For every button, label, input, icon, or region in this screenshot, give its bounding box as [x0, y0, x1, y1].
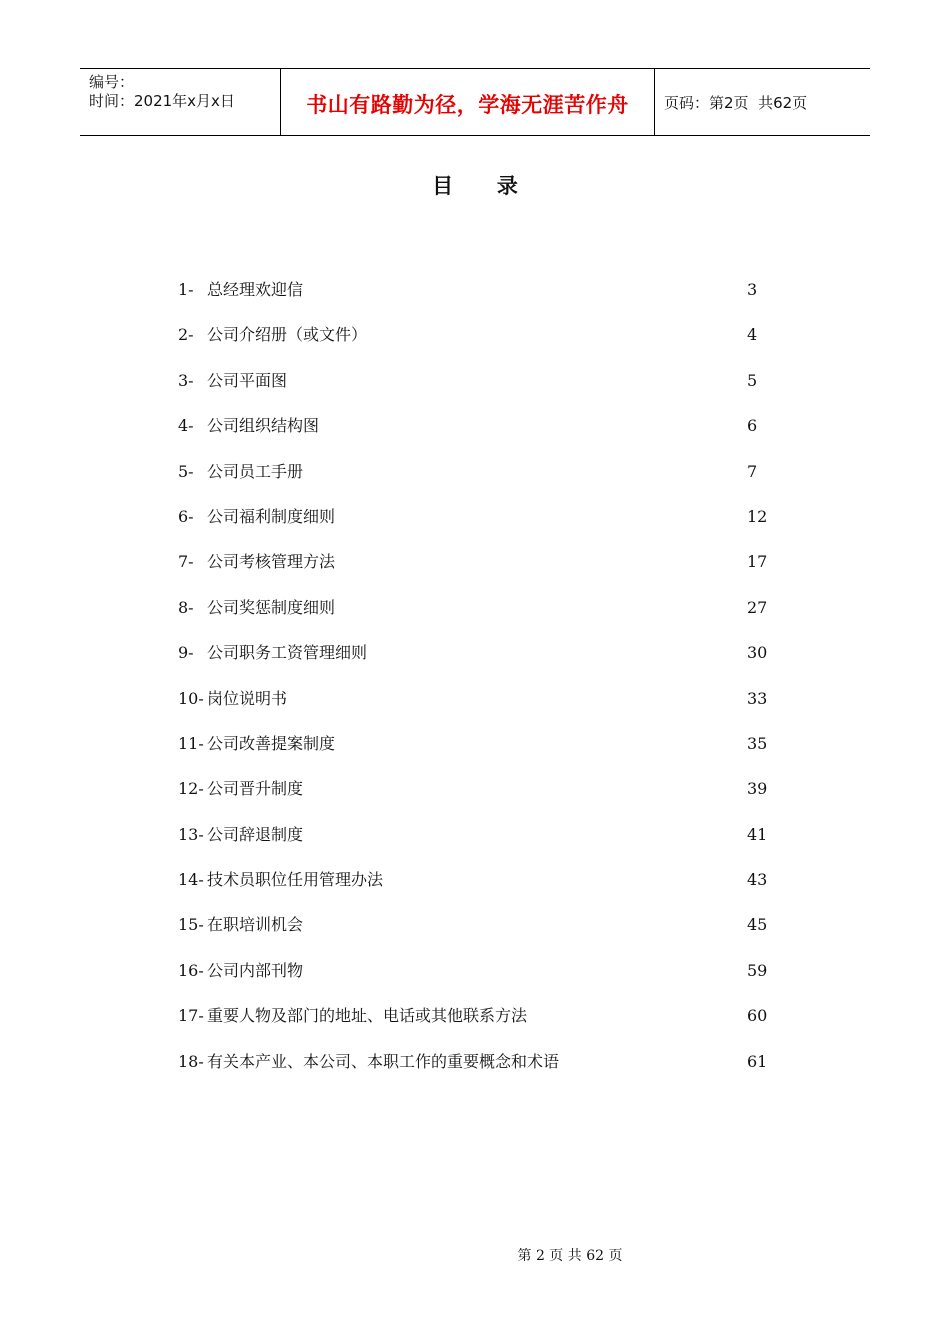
toc-title-text: 目 录	[432, 174, 518, 198]
toc-entry[interactable]	[178, 414, 778, 459]
toc-entry-page: 4	[747, 325, 758, 345]
toc-entry[interactable]	[178, 687, 778, 732]
toc-entry-page: 27	[747, 597, 768, 617]
toc-entry-number: 16-	[178, 960, 204, 980]
toc-entry-page: 59	[747, 960, 768, 980]
header-page-cell	[655, 69, 870, 135]
toc-entry-title: 公司职务工资管理细则	[207, 643, 368, 663]
toc-entry[interactable]	[178, 369, 778, 414]
toc-entry-number: 4-	[178, 416, 194, 436]
toc-entry-title: 公司晋升制度	[207, 779, 304, 799]
toc-entry-number: 18-	[178, 1051, 204, 1071]
toc-entry-page: 7	[747, 461, 758, 481]
toc-entry[interactable]	[178, 550, 778, 595]
toc-entry-page: 41	[747, 824, 768, 844]
toc-entry[interactable]	[178, 596, 778, 641]
toc-entry-number: 5-	[178, 461, 194, 481]
toc-entry[interactable]	[178, 278, 778, 323]
toc-entry[interactable]	[178, 732, 778, 777]
toc-entry-title: 公司组织结构图	[207, 416, 320, 436]
toc-entry-title: 重要人物及部门的地址、电话或其他联系方法	[207, 1006, 528, 1026]
toc-entry-number: 13-	[178, 824, 204, 844]
toc-entry-title: 公司平面图	[207, 370, 288, 390]
toc-entry-title: 总经理欢迎信	[207, 280, 304, 299]
document-number-label: 编号：	[89, 73, 135, 91]
toc-entry-title: 技术员职位任用管理办法	[207, 870, 384, 890]
toc-entry-page: 45	[747, 915, 768, 935]
header-meta-cell	[80, 69, 281, 135]
toc-entry-page: 17	[747, 552, 768, 572]
footer-page-number: 第 2 页 共 62 页	[517, 1248, 623, 1264]
toc-entry-page: 6	[747, 416, 758, 436]
toc-entry-number: 3-	[178, 370, 194, 390]
toc-entry-page: 39	[747, 779, 768, 799]
toc-entry[interactable]	[178, 1050, 778, 1095]
toc-entry-number: 2-	[178, 325, 194, 345]
toc-entry[interactable]	[178, 1004, 778, 1049]
toc-entry-title: 公司福利制度细则	[207, 506, 336, 526]
toc-entry-page: 12	[747, 506, 768, 526]
toc-entry-page: 43	[747, 870, 768, 890]
toc-entry-number: 14-	[178, 870, 204, 890]
toc-entry-title: 公司考核管理方法	[207, 552, 336, 572]
document-time-label: 时间：2021年x月x日	[89, 92, 235, 110]
toc-entry-page: 33	[747, 688, 768, 708]
toc-entry-page: 60	[747, 1006, 768, 1026]
toc-entry-number: 10-	[178, 688, 204, 708]
toc-entry-page: 3	[747, 280, 758, 299]
toc-entry[interactable]	[178, 460, 778, 505]
toc-entry-title: 公司员工手册	[207, 461, 304, 481]
toc-entry-number: 6-	[178, 506, 194, 526]
toc-entry[interactable]	[178, 777, 778, 822]
toc-entry-page: 61	[747, 1051, 768, 1071]
toc-entry-title: 有关本产业、本公司、本职工作的重要概念和术语	[207, 1051, 560, 1071]
toc-entry-number: 1-	[178, 280, 194, 299]
page-footer	[0, 1245, 950, 1265]
toc-entry-number: 12-	[178, 779, 204, 799]
toc-entry-number: 7-	[178, 552, 194, 572]
toc-list	[178, 278, 778, 1095]
toc-title	[0, 170, 950, 200]
toc-entry-number: 15-	[178, 915, 204, 935]
toc-entry-title: 岗位说明书	[207, 688, 288, 708]
toc-entry-title: 在职培训机会	[207, 915, 304, 935]
toc-entry[interactable]	[178, 641, 778, 686]
toc-entry[interactable]	[178, 505, 778, 550]
toc-entry-page: 30	[747, 643, 768, 663]
toc-entry-page: 35	[747, 733, 768, 753]
toc-entry[interactable]	[178, 959, 778, 1004]
toc-entry[interactable]	[178, 323, 778, 368]
toc-entry-title: 公司奖惩制度细则	[207, 597, 336, 617]
toc-entry-number: 9-	[178, 643, 194, 663]
toc-entry-number: 17-	[178, 1006, 204, 1026]
header-table	[80, 68, 870, 136]
toc-entry-number: 11-	[178, 733, 204, 753]
toc-entry-title: 公司内部刊物	[207, 960, 304, 980]
toc-entry[interactable]	[178, 913, 778, 958]
header-motto-cell	[281, 69, 655, 135]
toc-entry-page: 5	[747, 370, 758, 390]
toc-entry-number: 8-	[178, 597, 194, 617]
toc-entry-title: 公司改善提案制度	[207, 733, 336, 753]
toc-entry-title: 公司介绍册（或文件）	[207, 325, 368, 345]
header-motto: 书山有路勤为径，学海无涯苦作舟	[306, 93, 629, 117]
header-page-info: 页码：第2页 共62页	[664, 93, 808, 112]
toc-entry[interactable]	[178, 823, 778, 868]
toc-entry[interactable]	[178, 868, 778, 913]
toc-entry-title: 公司辞退制度	[207, 824, 304, 844]
